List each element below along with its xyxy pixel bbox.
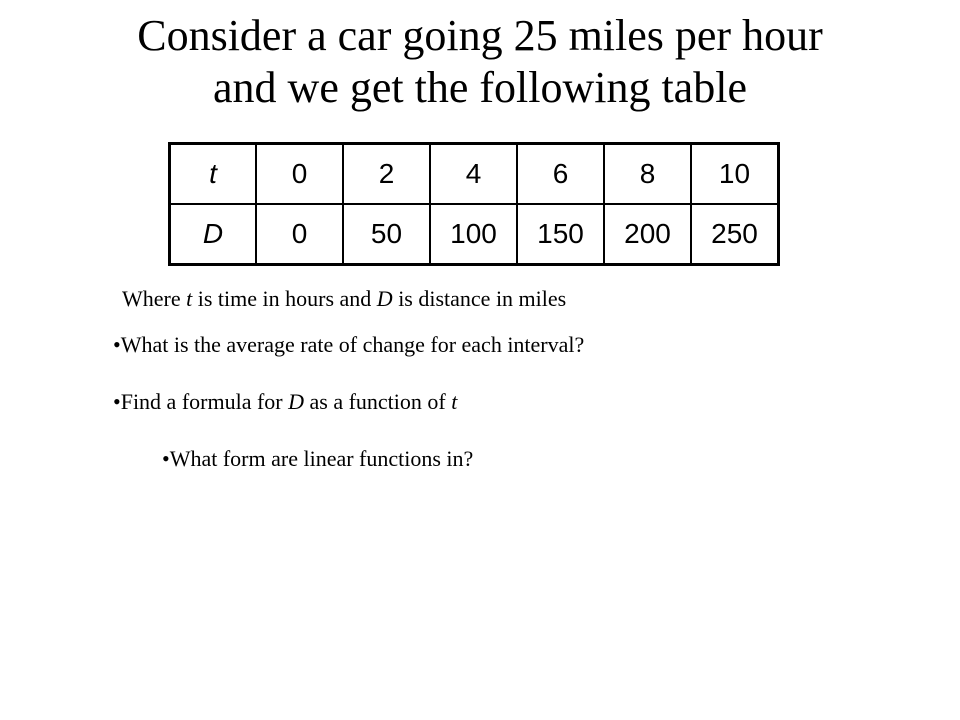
table-cell: 2 <box>343 144 430 205</box>
bullet-icon: • <box>113 389 121 414</box>
table-cell: 6 <box>517 144 604 205</box>
table-row-time <box>170 144 779 205</box>
table-cell: 10 <box>691 144 779 205</box>
table-cell: 50 <box>343 204 430 265</box>
table-cell: 150 <box>517 204 604 265</box>
table-cell: 250 <box>691 204 779 265</box>
variable-definition-note: Where t is time in hours and D is distance in miles <box>122 286 567 311</box>
table-cell: 8 <box>604 144 691 205</box>
bullet-find-formula: •Find a formula for D as a function of t <box>113 389 458 414</box>
table-row-label: D <box>170 204 257 265</box>
bullet-icon: • <box>162 446 170 471</box>
title-line-1: Consider a car going 25 miles per hour <box>137 11 823 60</box>
table-cell: 0 <box>256 144 343 205</box>
time-distance-table <box>168 142 780 266</box>
bullet-icon: • <box>113 332 121 357</box>
bullet-linear-form: •What form are linear functions in? <box>162 446 474 471</box>
table-cell: 200 <box>604 204 691 265</box>
table-cell: 100 <box>430 204 517 265</box>
table-row-label: t <box>170 144 257 205</box>
table-cell: 4 <box>430 144 517 205</box>
bullet-average-rate: •What is the average rate of change for each interval? <box>113 332 585 357</box>
table-row-distance <box>170 204 779 265</box>
table-cell: 0 <box>256 204 343 265</box>
slide-title <box>0 10 960 114</box>
title-line-2: and we get the following table <box>213 63 747 112</box>
